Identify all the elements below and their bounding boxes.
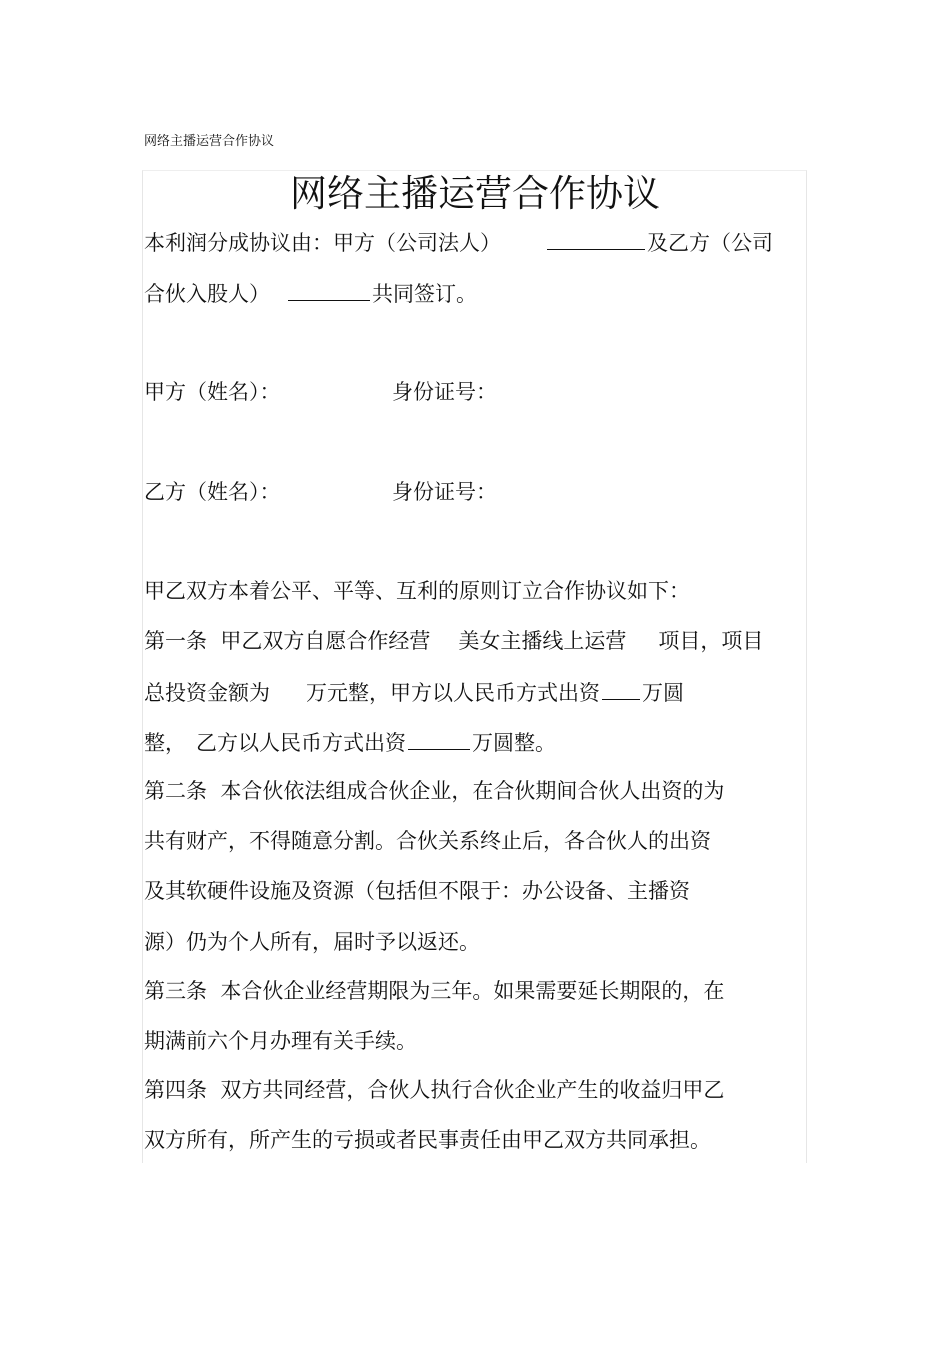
intro-text-d: 共同签订。 xyxy=(372,282,477,306)
party-a-name-label: 甲方（姓名）： xyxy=(144,380,281,404)
article1-text-a: 第一条 甲乙双方自愿合作经营 xyxy=(144,629,431,653)
article1-text-e: 万元整，甲方以人民币方式出资 xyxy=(306,681,600,705)
intro-text-c: 合伙入股人） xyxy=(144,282,270,306)
party-a-amount-blank xyxy=(602,679,640,700)
article1-text-i: 万圆整。 xyxy=(472,731,556,755)
article2-line-4: 源）仍为个人所有，届时予以返还。 xyxy=(144,930,480,954)
party-b-blank xyxy=(288,280,370,301)
article1-text-c: 项目，项目 xyxy=(658,629,764,653)
article4-line-2: 双方所有，所产生的亏损或者民事责任由甲乙双方共同承担。 xyxy=(144,1128,711,1152)
article1-line-2 xyxy=(144,679,684,706)
article3-line-2: 期满前六个月办理有关手续。 xyxy=(144,1029,417,1053)
article1-text-f: 万圆 xyxy=(642,681,684,705)
document-title: 网络主播运营合作协议 xyxy=(290,172,660,215)
article4-line-1: 第四条 双方共同经营，合伙人执行合伙企业产生的收益归甲乙 xyxy=(144,1078,725,1102)
intro-text-b: 及乙方（公司 xyxy=(647,231,773,255)
party-a-id-label: 身份证号： xyxy=(392,380,497,404)
article1-text-d: 总投资金额为 xyxy=(144,681,270,705)
article1-line-3 xyxy=(144,729,556,756)
article2-line-1: 第二条 本合伙依法组成合伙企业，在合伙期间合伙人出资的为 xyxy=(144,779,725,803)
party-a-blank xyxy=(547,229,645,250)
intro-text-a: 本利润分成协议由：甲方（公司法人） xyxy=(144,231,501,255)
preamble: 甲乙双方本着公平、平等、互利的原则订立合作协议如下： xyxy=(144,579,690,603)
article2-line-2: 共有财产，不得随意分割。合伙关系终止后，各合伙人的出资 xyxy=(144,829,711,853)
page-frame xyxy=(142,170,807,1163)
running-header: 网络主播运营合作协议 xyxy=(144,134,275,149)
article2-line-3: 及其软硬件设施及资源（包括但不限于：办公设备、主播资 xyxy=(144,879,690,903)
article1-project-name: 美女主播线上运营 xyxy=(458,629,627,653)
party-b-id-label: 身份证号： xyxy=(392,480,497,504)
intro-line-1 xyxy=(144,229,773,256)
party-b-name-label: 乙方（姓名）： xyxy=(144,480,281,504)
article1-line-1 xyxy=(144,628,763,654)
party-b-amount-blank xyxy=(408,729,470,750)
article1-text-g: 整， xyxy=(144,731,186,755)
intro-line-2 xyxy=(144,280,477,307)
article3-line-1: 第三条 本合伙企业经营期限为三年。如果需要延长期限的，在 xyxy=(144,979,725,1003)
article1-text-h: 乙方以人民币方式出资 xyxy=(196,731,406,755)
